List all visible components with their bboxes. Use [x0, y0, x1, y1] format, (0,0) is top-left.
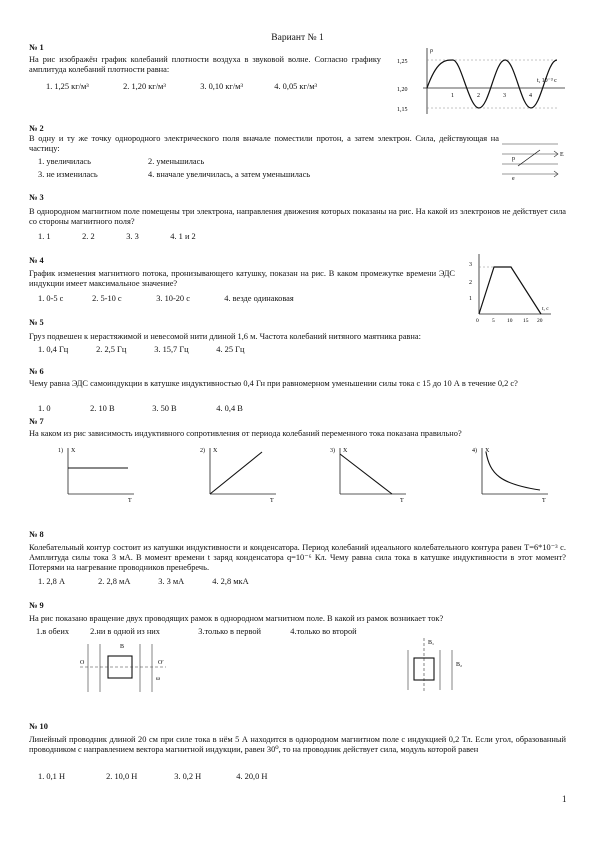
- question-6-number: № 6: [29, 367, 44, 376]
- q1-xtick-1: 1: [451, 93, 454, 99]
- q7-g1-xaxis: T: [128, 498, 132, 504]
- q9-f1-b: B: [120, 644, 125, 650]
- q4-xtick-3: 10: [507, 318, 513, 324]
- option-2[interactable]: 2. 10,0 Н: [106, 772, 138, 781]
- question-1-number: № 1: [29, 43, 44, 52]
- question-1-graph: [387, 42, 572, 120]
- question-10-number: № 10: [29, 722, 48, 731]
- q9-f2-b2: B₂: [456, 662, 463, 668]
- option-3[interactable]: 3. 3: [126, 232, 139, 241]
- question-6-text: Чему равна ЭДС самоиндукции в катушке индуктивностью 0,4 Гн при равномерном уменьшении силы тока с 15 до 10 А в течение 0,2 с?: [29, 379, 518, 388]
- option-2[interactable]: 2. 1,20 кг/м³: [123, 82, 166, 91]
- option-4[interactable]: 4. 2,8 мкА: [212, 577, 249, 586]
- question-4-graph: [465, 250, 555, 325]
- q9-f1-o-prime: O′: [158, 660, 164, 666]
- q7-g2-xaxis: T: [270, 498, 274, 504]
- question-6-options: [38, 404, 243, 414]
- option-3[interactable]: 3. 10-20 с: [156, 294, 190, 303]
- q9-f1-o: O: [80, 660, 85, 666]
- option-4[interactable]: 4. 1 и 2: [170, 232, 196, 241]
- option-2[interactable]: 2. 5-10 с: [92, 294, 122, 303]
- question-9-text: На рис показано вращение двух проводящих рамок в однородном магнитном поле. В какой из рамок возникает ток?: [29, 614, 444, 623]
- option-4[interactable]: 4. 0,05 кг/м³: [274, 82, 318, 91]
- question-7-graph-3: [330, 444, 410, 504]
- option-2[interactable]: 2.ни в одной из них: [90, 627, 160, 636]
- page-title: Вариант № 1: [271, 33, 324, 43]
- question-2-option-2[interactable]: 2. уменьшилась: [148, 157, 205, 166]
- question-3-options: [38, 232, 196, 242]
- question-9-frame-1: [80, 640, 170, 696]
- q7-g3-xaxis: T: [400, 498, 404, 504]
- q7-g1-yaxis: X: [71, 448, 76, 454]
- question-5-text: Груз подвешен к нерастяжимой и невесомой нити длиной 1,6 м. Частота колебаний нитяного маятника равна:: [29, 332, 421, 341]
- question-7-number: № 7: [29, 417, 44, 426]
- option-3[interactable]: 3.только в первой: [198, 627, 262, 636]
- question-7-graph-2: [200, 444, 280, 504]
- q1-ylabel: ρ: [430, 48, 433, 54]
- q7-g4-xaxis: T: [542, 498, 546, 504]
- q7-g3-yaxis: X: [343, 448, 348, 454]
- option-3[interactable]: 3. 0,2 Н: [174, 772, 202, 781]
- question-9-options: [36, 627, 357, 637]
- q4-xtick-1: 0: [476, 318, 479, 324]
- q2-label-e-field: E: [560, 152, 564, 158]
- option-3[interactable]: 3. 15,7 Гц: [154, 345, 189, 354]
- q7-g4-label: 4): [472, 448, 477, 454]
- q1-xtick-3: 3: [503, 93, 506, 99]
- q4-ytick-3: 1: [469, 296, 472, 302]
- option-2[interactable]: 2. 2: [82, 232, 95, 241]
- q4-xlabel: t, с: [542, 306, 549, 312]
- q4-ytick-1: 3: [469, 262, 472, 268]
- option-2[interactable]: 2. 2,5 Гц: [96, 345, 127, 354]
- q1-ytick-2: 1,20: [397, 87, 408, 93]
- question-7-graph-4: [472, 444, 552, 504]
- q4-xtick-5: 20: [537, 318, 543, 324]
- option-1[interactable]: 1. 0-5 с: [38, 294, 64, 303]
- page-number: 1: [562, 794, 567, 804]
- option-2[interactable]: 2. 2,8 мА: [98, 577, 131, 586]
- question-2-option-3[interactable]: 3. не изменилась: [38, 170, 98, 179]
- q7-g4-yaxis: X: [485, 448, 490, 454]
- option-1[interactable]: 1. 1,25 кг/м³: [46, 82, 89, 91]
- question-2-figure: [498, 138, 568, 182]
- q7-g2-label: 2): [200, 448, 205, 454]
- q1-xtick-4: 4: [529, 93, 532, 99]
- option-3[interactable]: 3. 0,10 кг/м³: [200, 82, 243, 91]
- option-1[interactable]: 1. 1: [38, 232, 51, 241]
- option-1[interactable]: 1. 2,8 А: [38, 577, 65, 586]
- question-1-options: [46, 82, 317, 92]
- question-9-frame-2: [400, 636, 480, 694]
- question-8-number: № 8: [29, 530, 44, 539]
- question-2-option-4[interactable]: 4. вначале увеличилась, а затем уменьшилась: [148, 170, 311, 179]
- question-8-text: Колебательный контур состоит из катушки индуктивности и конденсатора. Период колебаний идеального колебательного контура равен T=6*10⁻³ с. Амплитуда силы тока 3 мА. В момент времени t заряд конденсатора q=10⁻⁶ Кл. Чему равна сила тока в катушке индуктивности в этот момент? Потерями на нагревание проводников пренебречь.: [29, 543, 566, 573]
- question-4-number: № 4: [29, 256, 44, 265]
- option-4[interactable]: 4. 0,4 В: [216, 404, 243, 413]
- option-4[interactable]: 4. везде одинаковая: [224, 294, 294, 303]
- option-1[interactable]: 1. 0: [38, 404, 51, 413]
- question-5-options: [38, 345, 244, 355]
- option-2[interactable]: 2. 10 В: [90, 404, 115, 413]
- q1-ytick-1: 1,25: [397, 59, 408, 65]
- q1-xlabel: t, 10⁻³ с: [537, 78, 557, 84]
- question-10-text: Линейный проводник длиной 20 см при силе тока в нём 5 А находится в однородном магнитном поле с индукцией 0,2 Тл. Если угол, образованный проводником с направлением вектора магнитной индукции, равен 30⁰, то на проводник действует сила, модуль которой равен: [29, 735, 566, 755]
- question-1-text: На рис изображён график колебаний плотности воздуха в звуковой волне. Согласно графику амплитуда колебаний плотности равна:: [29, 55, 381, 75]
- question-4-text: График изменения магнитного потока, пронизывающего катушку, показан на рис. В каком промежутке времени ЭДС индукции имеет максимальное значение?: [29, 269, 455, 289]
- q7-g3-label: 3): [330, 448, 335, 454]
- q4-ytick-2: 2: [469, 280, 472, 286]
- option-4[interactable]: 4. 25 Гц: [216, 345, 245, 354]
- q2-label-proton: p: [512, 156, 515, 162]
- question-2-number: № 2: [29, 124, 44, 133]
- option-1[interactable]: 1. 0,1 Н: [38, 772, 65, 781]
- question-3-number: № 3: [29, 193, 44, 202]
- q9-f1-omega: ω: [156, 676, 160, 682]
- option-1[interactable]: 1.в обеих: [36, 627, 70, 636]
- q1-xtick-2: 2: [477, 93, 480, 99]
- question-2-text: В одну и ту же точку однородного электрического поля вначале поместили протон, а затем электрон. Сила, действующая на частицу:: [29, 134, 499, 154]
- question-9-number: № 9: [29, 601, 44, 610]
- option-3[interactable]: 3. 3 мА: [158, 577, 185, 586]
- question-2-option-1[interactable]: 1. увеличилась: [38, 157, 91, 166]
- q9-f2-b1: B₁: [428, 640, 435, 646]
- option-4[interactable]: 4.только во второй: [290, 627, 357, 636]
- q4-xtick-2: 5: [492, 318, 495, 324]
- q4-xtick-4: 15: [523, 318, 529, 324]
- question-5-number: № 5: [29, 318, 44, 327]
- q1-ytick-3: 1,15: [397, 107, 408, 113]
- q7-g2-yaxis: X: [213, 448, 218, 454]
- q2-label-electron: e: [512, 176, 515, 182]
- question-10-options: [38, 772, 267, 782]
- option-4[interactable]: 4. 20,0 Н: [236, 772, 268, 781]
- option-3[interactable]: 3. 50 В: [152, 404, 177, 413]
- q7-g1-label: 1): [58, 448, 63, 454]
- question-3-text: В однородном магнитном поле помещены три электрона, направления движения которых показаны на рис. На какой из электронов не действует сила со стороны магнитного поля?: [29, 207, 566, 227]
- question-7-graph-1: [58, 444, 138, 504]
- question-7-text: На каком из рис зависимость индуктивного сопротивления от периода колебаний переменного тока показана правильно?: [29, 429, 462, 438]
- question-4-options: [38, 294, 294, 304]
- question-8-options: [38, 577, 249, 587]
- option-1[interactable]: 1. 0,4 Гц: [38, 345, 69, 354]
